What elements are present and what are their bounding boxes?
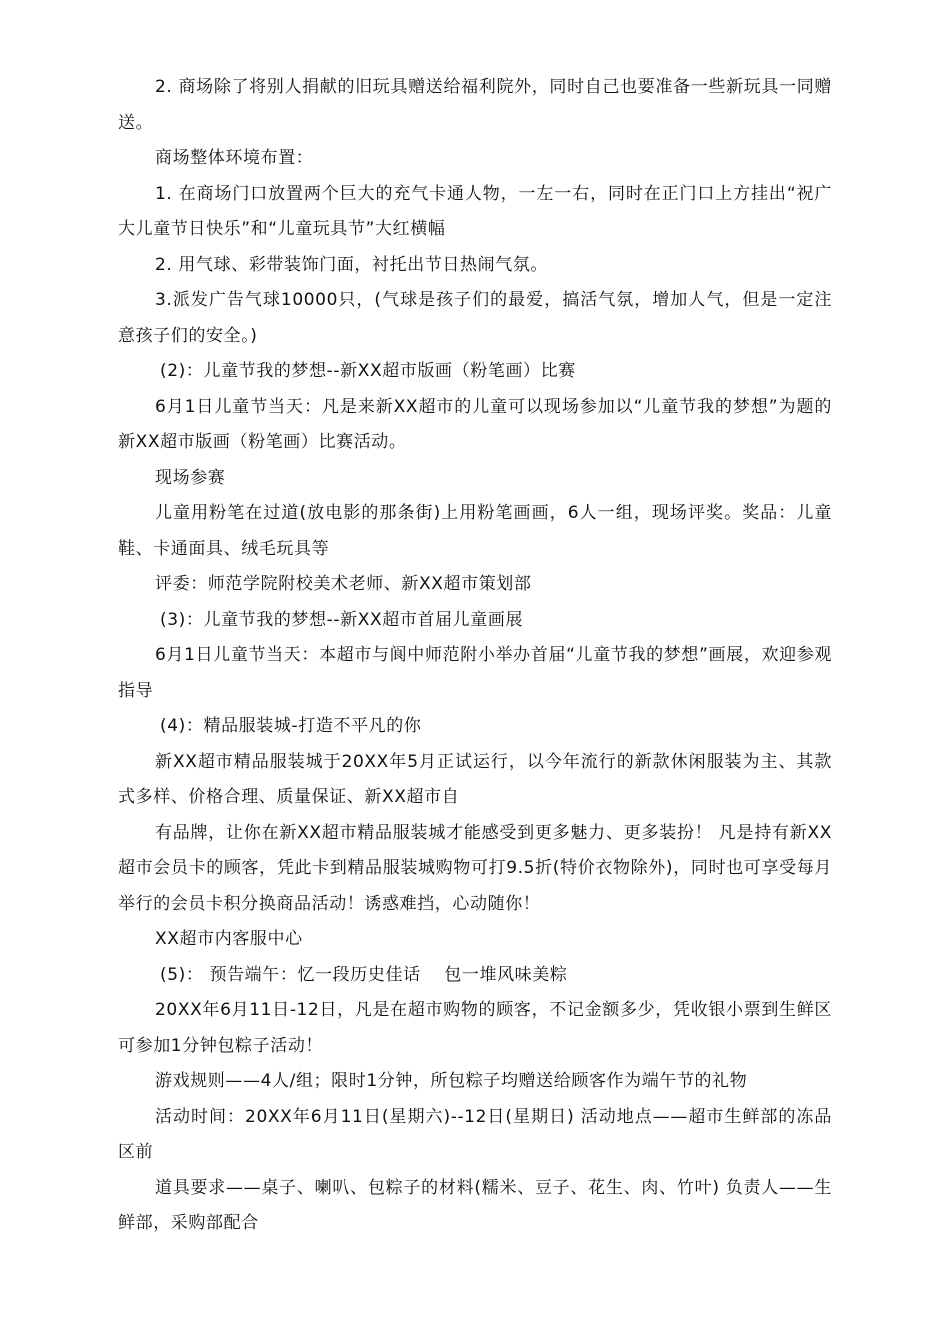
paragraph-game-rules: 游戏规则——4人/组；限时1分钟，所包粽子均赠送给顾客作为端午节的礼物 xyxy=(155,1071,748,1091)
paragraph-judges: 评委：师范学院附校美术老师、新XX超市策划部 xyxy=(155,574,532,594)
paragraph-chalk-drawing-rules: 儿童用粉笔在过道(放电影的那条街)上用粉笔画画，6人一组，现场评奖。奖品：儿童鞋、卡通面具、绒毛玩具等 xyxy=(118,503,832,559)
section-heading-chalk-contest: (2)：儿童节我的梦想--新XX超市版画（粉笔画）比赛 xyxy=(160,361,576,381)
paragraph-exhibition-description: 6月1日儿童节当天：本超市与阆中师范附小举办首届“儿童节我的梦想”画展，欢迎参观指导 xyxy=(118,645,832,701)
paragraph-service-center: XX超市内客服中心 xyxy=(155,929,303,949)
section-heading-dragon-boat: (5)： 预告端午：忆一段历史佳话 包一堆风味美粽 xyxy=(160,964,568,985)
document-page xyxy=(118,70,832,1242)
paragraph-contest-description: 6月1日儿童节当天：凡是来新XX超市的儿童可以现场参加以“儿童节我的梦想”为题的新XX超市版画（粉笔画）比赛活动。 xyxy=(118,396,832,452)
paragraph-gift-new-toys: 2. 商场除了将别人捐献的旧玩具赠送给福利院外，同时自己也要准备一些新玩具一同赠送。 xyxy=(118,77,832,133)
paragraph-props-responsible: 道具要求——桌子、喇叭、包粽子的材料(糯米、豆子、花生、肉、竹叶) 负责人——生鲜部，采购部配合 xyxy=(118,1177,832,1233)
paragraph-clothing-intro: 新XX超市精品服装城于20XX年5月正试运行，以今年流行的新款休闲服装为主、其款式多样、价格合理、质量保证、新XX超市自 xyxy=(118,751,832,807)
paragraph-ad-balloons: 3.派发广告气球10000只，(气球是孩子们的最爱，搞活气氛，增加人气，但是一定注意孩子们的安全。) xyxy=(118,290,832,346)
paragraph-environment-heading: 商场整体环境布置： xyxy=(155,148,314,168)
section-heading-art-exhibition: (3)：儿童节我的梦想--新XX超市首届儿童画展 xyxy=(160,609,524,630)
paragraph-inflatable-cartoons: 1. 在商场门口放置两个巨大的充气卡通人物，一左一右，同时在正门口上方挂出“祝广大儿童节日快乐”和“儿童玩具节”大红横幅 xyxy=(118,183,832,239)
paragraph-activity-time-location: 活动时间：20XX年6月11日(星期六)--12日(星期日) 活动地点——超市生鲜部的冻品区前 xyxy=(118,1106,832,1162)
section-heading-clothing-city: (4)：精品服装城-打造不平凡的你 xyxy=(160,716,422,736)
paragraph-zongzi-activity: 20XX年6月11日-12日，凡是在超市购物的顾客，不记金额多少，凭收银小票到生鲜区可参加1分钟包粽子活动！ xyxy=(118,1000,832,1056)
paragraph-onsite-entry: 现场参赛 xyxy=(155,467,226,488)
paragraph-clothing-membership: 有品牌，让你在新XX超市精品服装城才能感受到更多魅力、更多装扮！ 凡是持有新XX超市会员卡的顾客，凭此卡到精品服装城购物可打9.5折(特价衣物除外)，同时也可享受每月举行的会员卡积分换商品活动！诱惑难挡，心动随你！ xyxy=(118,822,832,914)
paragraph-balloons-ribbons: 2. 用气球、彩带装饰门面，衬托出节日热闹气氛。 xyxy=(155,254,549,275)
